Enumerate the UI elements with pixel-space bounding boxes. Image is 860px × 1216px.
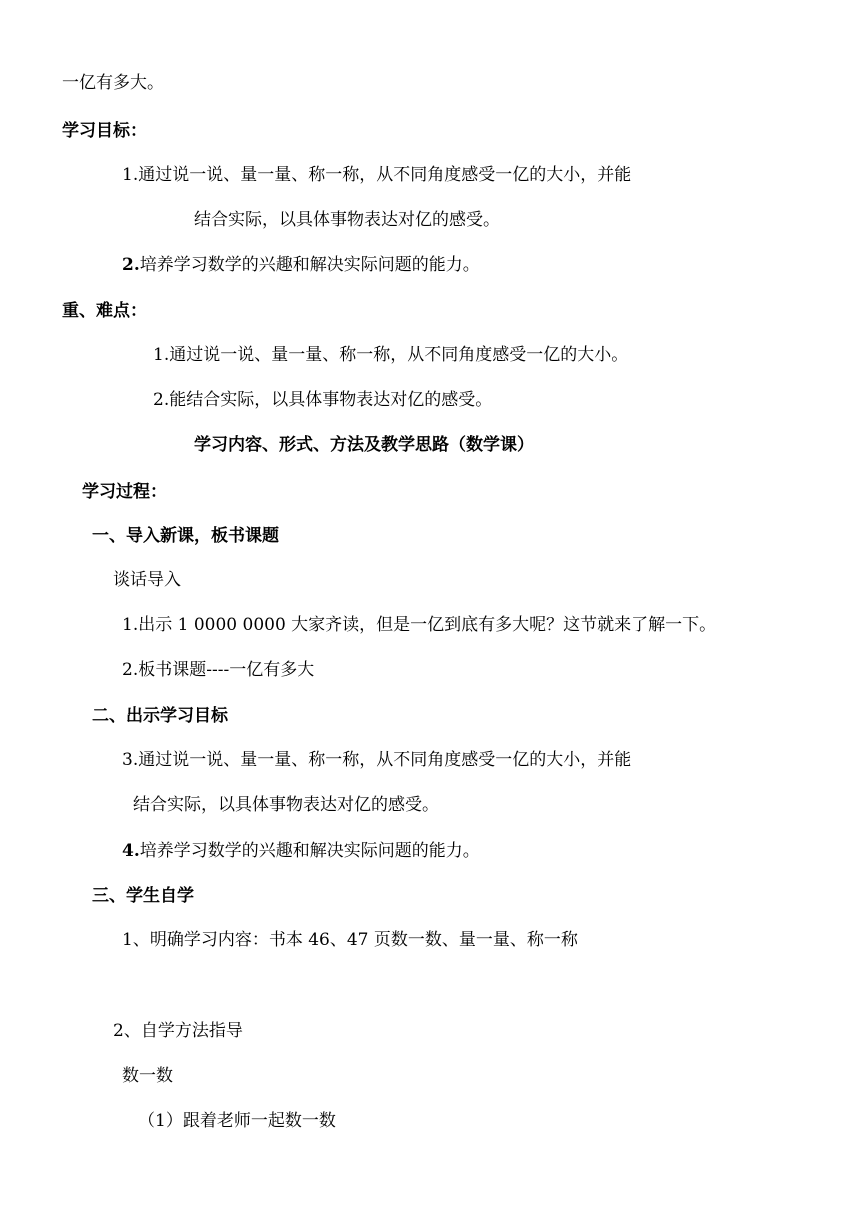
section-2-item-3-line-1: 3.通过说一说、量一量、称一称，从不同角度感受一亿的大小，并能 — [122, 750, 632, 770]
key-point-1: 1.通过说一说、量一量、称一称，从不同角度感受一亿的大小。 — [153, 345, 629, 365]
process-heading: 学习过程： — [82, 482, 167, 502]
goal-2-number: 2. — [122, 255, 140, 275]
key-points-heading: 重、难点： — [62, 301, 147, 321]
section-2-item-4-text: 培养学习数学的兴趣和解决实际问题的能力。 — [139, 841, 480, 861]
goals-heading: 学习目标： — [62, 121, 147, 141]
section-1-intro: 谈话导入 — [113, 570, 181, 590]
key-point-2: 2.能结合实际，以具体事物表达对亿的感受。 — [153, 390, 493, 410]
title-line: 一亿有多大。 — [62, 73, 164, 93]
goal-1-line-2: 结合实际，以具体事物表达对亿的感受。 — [194, 210, 500, 230]
section-3-item-2: 2、自学方法指导 — [113, 1021, 243, 1041]
section-1-item-2: 2.板书课题----一亿有多大 — [122, 660, 315, 680]
section-3-subheading: 数一数 — [122, 1066, 173, 1086]
section-3-heading: 三、学生自学 — [92, 886, 194, 906]
section-1-heading: 一、导入新课，板书课题 — [92, 526, 279, 546]
goal-2-text: 培养学习数学的兴趣和解决实际问题的能力。 — [139, 255, 480, 275]
goal-2 — [122, 254, 480, 276]
section-3-item-1: 1、明确学习内容：书本 46、47 页数一数、量一量、称一称 — [122, 930, 578, 950]
section-2-heading: 二、出示学习目标 — [92, 706, 228, 726]
content-heading: 学习内容、形式、方法及教学思路（数学课） — [194, 435, 534, 455]
section-2-item-3-line-2: 结合实际，以具体事物表达对亿的感受。 — [133, 795, 439, 815]
goal-1-line-1: 1.通过说一说、量一量、称一称，从不同角度感受一亿的大小，并能 — [122, 165, 632, 185]
section-3-sub-item-1: （1）跟着老师一起数一数 — [138, 1111, 336, 1131]
section-2-item-4-number: 4. — [122, 841, 140, 861]
section-1-item-1: 1.出示 1 0000 0000 大家齐读，但是一亿到底有多大呢？这节就来了解一下。 — [122, 615, 717, 635]
section-2-item-4 — [122, 840, 480, 862]
